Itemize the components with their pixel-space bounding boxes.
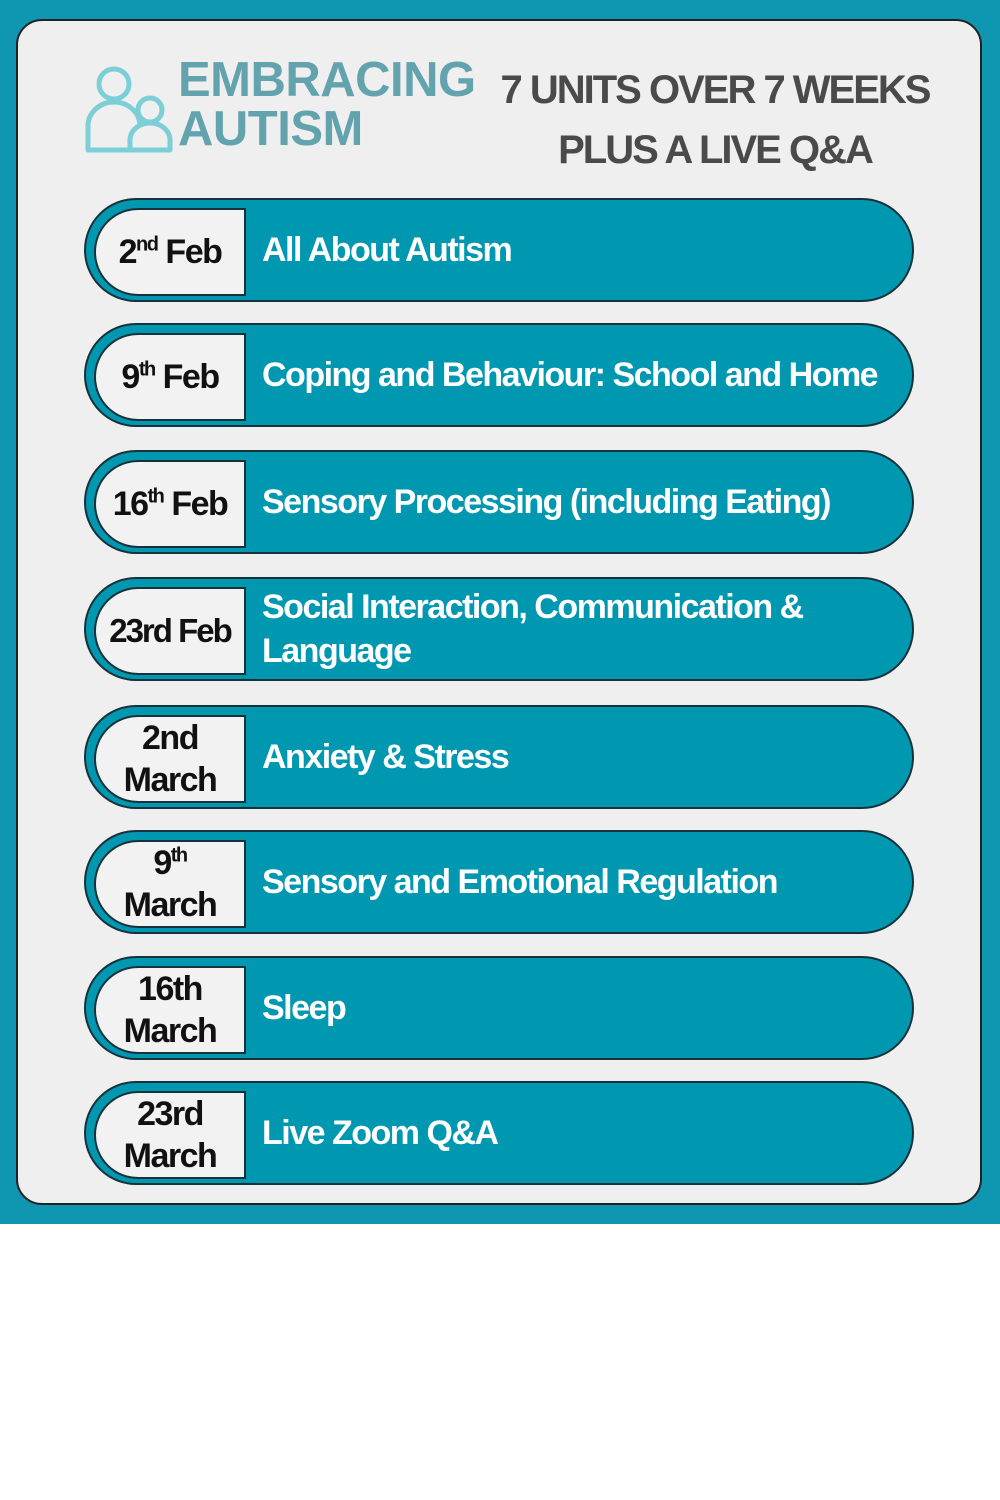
schedule-title: Coping and Behaviour: School and Home (262, 356, 878, 394)
schedule-date: 9th Feb (94, 333, 246, 421)
brand-name-line2: AUTISM (178, 102, 363, 156)
schedule-date: 16th Feb (94, 460, 246, 548)
brand-name (178, 53, 476, 156)
brand-logo (84, 53, 484, 162)
schedule-row (84, 323, 914, 427)
headline-line2: PLUS A LIVE Q&A (558, 128, 872, 172)
schedule-date: 2nd Feb (94, 208, 246, 296)
schedule-date: 16th March (94, 966, 246, 1054)
schedule-title: All About Autism (262, 231, 512, 269)
schedule-title: Sleep (262, 989, 346, 1027)
schedule-title: Live Zoom Q&A (262, 1114, 498, 1152)
headline-line1: 7 UNITS OVER 7 WEEKS (500, 68, 930, 112)
headline (480, 60, 950, 180)
schedule-date: 23rd March (94, 1091, 246, 1179)
brand-name-line1: EMBRACING (178, 53, 476, 107)
schedule-row (84, 830, 914, 934)
schedule-date: 23rd Feb (94, 587, 246, 675)
schedule-row (84, 577, 914, 681)
schedule-title: Sensory Processing (including Eating) (262, 483, 830, 521)
schedule-date: 9th March (94, 840, 246, 928)
schedule-row (84, 1081, 914, 1185)
people-icon (84, 64, 174, 154)
schedule-row (84, 956, 914, 1060)
schedule-title: Anxiety & Stress (262, 738, 509, 776)
schedule-row (84, 450, 914, 554)
schedule-title: Social Interaction, Communication & Language (262, 588, 803, 670)
schedule-row (84, 198, 914, 302)
schedule-row (84, 705, 914, 809)
schedule-title: Sensory and Emotional Regulation (262, 863, 777, 901)
schedule-date: 2nd March (94, 715, 246, 803)
